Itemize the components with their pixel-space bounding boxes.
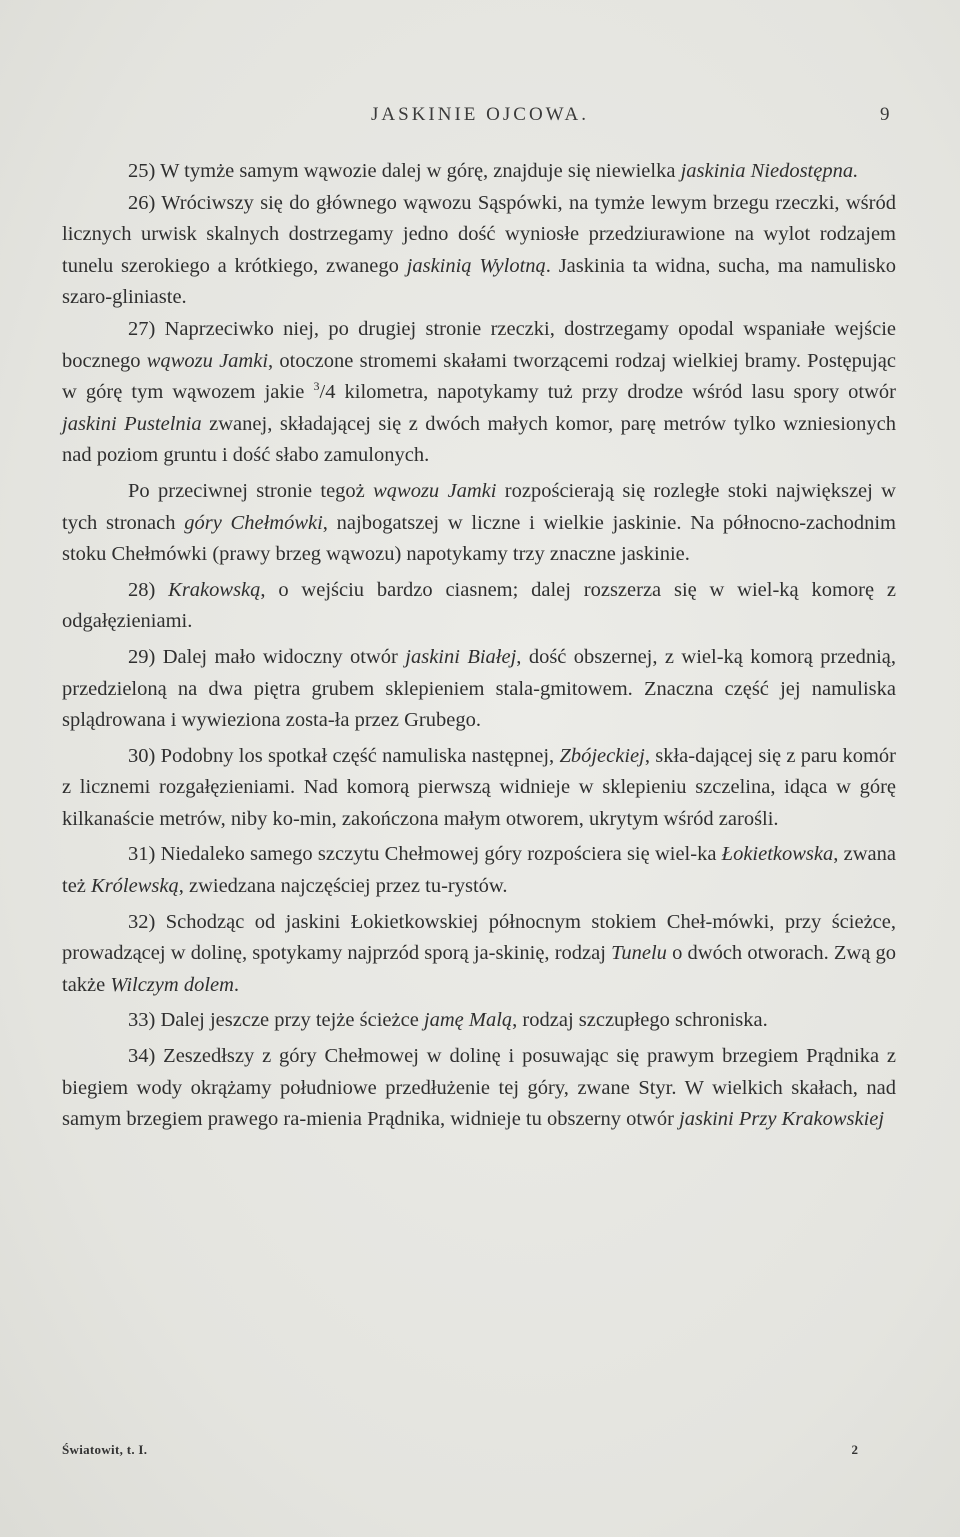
- cave-name: jaskinią Wylotną: [406, 254, 546, 277]
- cave-name: jaskini Białej: [405, 645, 517, 668]
- running-head: JASKINIE OJCOWA.: [371, 104, 589, 125]
- cave-name: Zbójeckiej: [559, 744, 645, 767]
- cave-name: Wilczym dolem: [110, 973, 234, 996]
- cave-name: Krakowską: [168, 578, 261, 601]
- paragraph-29: 29) Dalej mało widoczny otwór jaskini Białej, dość obszernej, z wiel-ką komorą przednią, przedzieloną na dwa piętra grubem sklepieniem stala-gmitowem. Znaczna część jej namuliska splądrowana i wywieziona zosta-ła przez Grubego.: [62, 645, 896, 732]
- cave-name: jaskinia Niedostępna.: [680, 160, 859, 182]
- footer: [62, 1442, 896, 1458]
- cave-name: Łokietkowska: [721, 843, 834, 866]
- paragraph-25: 25) W tymże samym wąwozie dalej w górę, znajduje się niewielka jaskinia Niedostępna.: [128, 160, 859, 182]
- fraction-numerator: 3: [313, 379, 320, 394]
- paragraph-30: 30) Podobny los spotkał część namuliska następnej, Zbójeckiej, skła-dającej się z paru komór z licznemi rozgałęzieniami. Nad komorą pierwszą widnieje w sklepieniu szczelina, idąca w górę kilkanaście metrów, niby ko-min, zakończona małym otworem, ukrytym wśród zarośli.: [62, 744, 896, 830]
- signature-mark: 2: [851, 1442, 858, 1457]
- cave-name: jaskini Przy Krakowskiej: [679, 1108, 885, 1131]
- paragraph-26: 26) Wróciwszy się do głównego wąwozu Sąspówki, na tymże lewym brzegu rzeczki, wśród licznych urwisk skalnych dostrzegamy jedno dość wyniosłe przedziurawione na wylot rodzajem tunelu szerokiego a krótkiego, zwanego jaskinią Wylotną. Jaskinia ta widna, sucha, ma namulisko szaro-gliniaste.: [62, 191, 896, 309]
- cave-name: Tunelu: [611, 942, 667, 965]
- ravine-name: wąwozu Jamki: [373, 479, 497, 502]
- paragraph-27: 27) Naprzeciwko niej, po drugiej stronie rzeczki, dostrzegamy opodal wspaniałe wejście bocznego wąwozu Jamki, otoczone stromemi skałami tworzącemi rodzaj wielkiej bramy. Postępując w górę tym wąwozem jakie $^3$/4 kilometra, napotykamy tuż przy drodze wśród lasu spory otwór jaskini Pustelnia zwanej, składającej się z dwóch małych komor, parę metrów tylko wzniesionych nad poziom gruntu i dość słabo zamulonych.: [62, 317, 897, 467]
- fraction-denominator: /4: [319, 381, 336, 404]
- cave-name: Królewską: [91, 875, 179, 898]
- paragraph-33: 33) Dalej jeszcze przy tejże ścieżce jamę Malą, rodzaj szczupłego schroniska.: [128, 1009, 768, 1032]
- paragraph-28: 28) Krakowską, o wejściu bardzo ciasnem; dalej rozszerza się w wiel-ką komorę z odgałęzieniami.: [62, 578, 896, 633]
- cave-name: jamę Malą: [423, 1009, 513, 1032]
- paragraph-31: 31) Niedaleko samego szczytu Chełmowej góry rozpościera się wiel-ka Łokietkowska, zwana też Królewską, zwiedzana najczęściej przez tu-rystów.: [62, 843, 896, 898]
- paragraph-32: 32) Schodząc od jaskini Łokietkowskiej północnym stokiem Cheł-mówki, przy ścieżce, prowadzącej w dolinę, spotykamy najprzód sporą ja-skinię, rodzaj Tunelu o dwóch otworach. Zwą go także Wilczym dolem.: [62, 910, 897, 996]
- mountain-name: góry Chełmówki: [184, 511, 323, 534]
- paragraph-34: 34) Zeszedłszy z góry Chełmowej w dolinę i posuwając się prawym brzegiem Prądnika z biegiem wody okrążamy południowe przedłużenie tej góry, zwane Styr. W wielkich skałach, nad samym brzegiem prawego ra-mienia Prądnika, widnieje tu obszerny otwór jaskini Przy Krakowskiej: [62, 1045, 896, 1131]
- paragraph-opposite-side: Po przeciwnej stronie tegoż wąwozu Jamki rozpościerają się rozległe stoki największej w tych stronach góry Chełmówki, najbogatszej w liczne i wielkie jaskinie. Na północno-zachodnim stoku Chełmówki (prawy brzeg wąwozu) napotykamy trzy znaczne jaskinie.: [62, 479, 896, 566]
- body-text: [62, 156, 896, 1136]
- page-number: 9: [880, 104, 890, 125]
- footer-source: Światowit, t. I.: [62, 1442, 148, 1457]
- cave-name: jaskini Pustelnia: [62, 412, 202, 435]
- ravine-name: wąwozu Jamki: [146, 349, 269, 372]
